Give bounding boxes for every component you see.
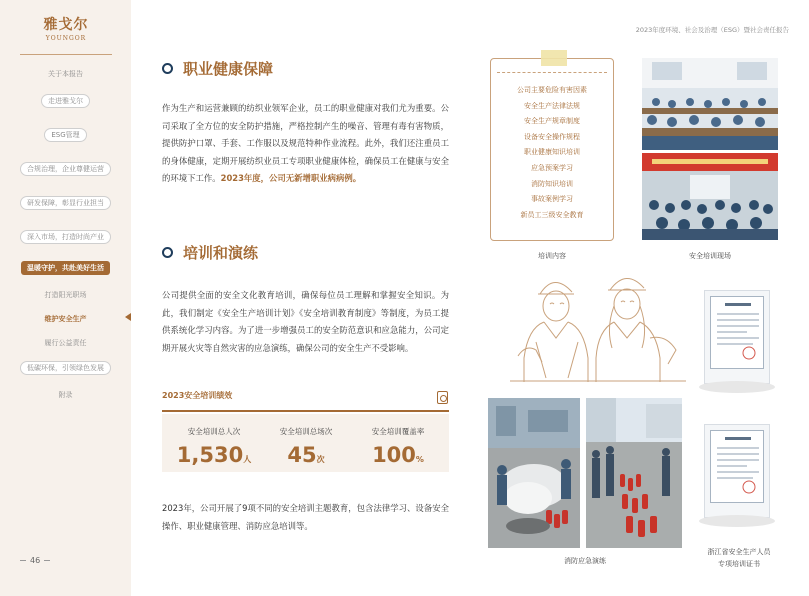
- page-number-text: 46: [30, 556, 41, 565]
- list-item: 安全生产规章制度: [524, 117, 580, 126]
- training-topics-list: [491, 83, 613, 223]
- current-page-marker-icon: [125, 313, 131, 321]
- nav-item-about[interactable]: [0, 64, 131, 84]
- certificate-sheet: [710, 296, 764, 369]
- caption-training-content: 培训内容: [538, 252, 566, 260]
- nav-item-workplace[interactable]: [0, 285, 131, 305]
- training-classroom-photo: [642, 58, 778, 150]
- caption-fire-drill: 消防应急演练: [564, 557, 606, 565]
- nav-item-label: 附录: [58, 391, 73, 399]
- fire-drill-photo-1: [488, 398, 580, 548]
- nav-item-governance[interactable]: [0, 158, 131, 180]
- list-item: 公司主要危险有害因素: [517, 86, 587, 94]
- list-item: 消防知识培训: [531, 179, 573, 188]
- nav-item-label: 合规治理，企业尊健运营: [20, 162, 111, 176]
- health-text: 作为生产和运营兼顾的纺织业领军企业，员工的职业健康对我们尤为重要。公司采取了全方位的安全防护措施，严格控制产生的噪音、管理有毒有害物质，提供防护口罩、手套、工作服以及规范特种作业流程。此外，我们还注重员工的身体健康，定期开展纺织业员工专项职业健康体检，确保员工在健康与安全的环境下工作。: [162, 103, 449, 183]
- stat-attendance: [166, 426, 262, 467]
- divider: [20, 54, 112, 55]
- sidebar-nav: [0, 64, 131, 405]
- list-item: 新员工三级安全教育: [520, 210, 584, 219]
- divider: [497, 65, 607, 73]
- health-paragraph: [162, 100, 449, 188]
- stat-value: 1,530: [176, 443, 244, 467]
- nav-item-label: 温暖守护，共赴美好生活: [21, 261, 110, 275]
- nav-item-label: 研发保障，彰显行业担当: [20, 196, 111, 210]
- section-bullet-icon: [162, 63, 173, 74]
- section-title: 职业健康保障: [183, 60, 274, 78]
- nav-item-label: 打造阳光职场: [44, 291, 87, 299]
- stat-unit: 次: [316, 455, 325, 464]
- list-item: 设备安全操作规程: [524, 132, 580, 141]
- nav-item-esg[interactable]: [0, 124, 131, 146]
- nav-item-market[interactable]: [0, 226, 131, 248]
- certificate-image-1: [704, 290, 770, 384]
- summary-paragraph: 2023年，公司开展了9项不同的安全培训主题教育，包含法律学习、设备安全操作、职业健康管理、消防应急培训等。: [162, 503, 449, 531]
- performance-panel: [162, 414, 449, 472]
- stat-sessions: [258, 426, 354, 467]
- stat-label: 安全培训总人次: [187, 427, 241, 436]
- list-item: 职业健康知识培训: [524, 148, 580, 157]
- tape-decoration: [541, 50, 567, 66]
- divider: [162, 410, 449, 412]
- section-header-health: [162, 58, 273, 79]
- nav-item-label: 走进雅戈尔: [41, 94, 90, 108]
- caption-certificate: [684, 546, 794, 570]
- caption-line: 专项培训证书: [718, 560, 760, 568]
- sidebar: [0, 0, 131, 596]
- nav-item-label: 低碳环保，引领绿色发展: [20, 361, 111, 375]
- stat-value: 45: [287, 443, 317, 467]
- section-title: 培训和演练: [183, 244, 259, 262]
- nav-item-label: ESG管理: [44, 128, 86, 142]
- stat-unit: %: [415, 455, 424, 464]
- nav-item-label: 深入市场，打造时尚产业: [20, 230, 111, 244]
- stat-coverage: [350, 426, 446, 467]
- fire-drill-photo-2: [586, 398, 682, 548]
- health-highlight: 2023年度，公司无新增职业病病例。: [220, 173, 362, 183]
- nav-item-intro[interactable]: [0, 90, 131, 112]
- divider: [20, 560, 26, 561]
- stat-value: 100: [372, 443, 416, 467]
- nav-item-label: 关于本报告: [48, 70, 83, 78]
- brand-name-en: YOUNGOR: [45, 35, 87, 42]
- brand-logo[interactable]: [38, 14, 94, 42]
- nav-item-charity[interactable]: [0, 333, 131, 353]
- certificate-sheet: [710, 430, 764, 503]
- nav-item-safety[interactable]: [0, 309, 131, 329]
- workers-illustration: [510, 268, 686, 382]
- stat-label: 安全培训总场次: [279, 427, 333, 436]
- nav-item-care[interactable]: [0, 259, 131, 277]
- divider: [44, 560, 50, 561]
- training-hall-photo: [642, 153, 778, 240]
- certificate-stand: [699, 381, 775, 393]
- training-topics-card: [490, 58, 614, 241]
- report-title: 2023年度环境、社会及治理（ESG）暨社会责任报告: [635, 26, 789, 34]
- nav-item-green[interactable]: [0, 357, 131, 379]
- stat-label: 安全培训覆盖率: [371, 427, 425, 436]
- nav-item-label: 维护安全生产: [44, 315, 87, 323]
- certificate-image-2: [704, 424, 770, 518]
- brand-name-cn: 雅戈尔: [43, 17, 89, 33]
- report-search-icon: [437, 391, 448, 404]
- list-item: 安全生产法律法规: [524, 101, 580, 110]
- list-item: 事故案例学习: [531, 195, 573, 204]
- nav-item-label: 履行公益责任: [44, 339, 87, 347]
- caption-training-site: 安全培训现场: [689, 252, 731, 260]
- nav-item-appendix[interactable]: [0, 385, 131, 405]
- section-header-training: [162, 242, 258, 263]
- section-bullet-icon: [162, 247, 173, 258]
- performance-title: 2023安全培训绩效: [162, 391, 233, 400]
- training-paragraph: 公司提供全面的安全文化教育培训，确保每位员工理解和掌握安全知识。为此，我们制定《安全生产培训计划》《安全培训教育制度》等制度，为员工提供系统化学习内容。为了进一步增强员工的安全防范意识和应急能力，公司定期开展火灾等自然灾害的应急演练，确保公司的安全生产不受影响。: [162, 290, 449, 353]
- certificate-stand: [699, 515, 775, 527]
- list-item: 应急预案学习: [531, 163, 573, 172]
- page-number: [20, 556, 60, 565]
- caption-line: 浙江省安全生产人员: [707, 548, 771, 556]
- nav-item-rnd[interactable]: [0, 192, 131, 214]
- stat-unit: 人: [243, 455, 252, 464]
